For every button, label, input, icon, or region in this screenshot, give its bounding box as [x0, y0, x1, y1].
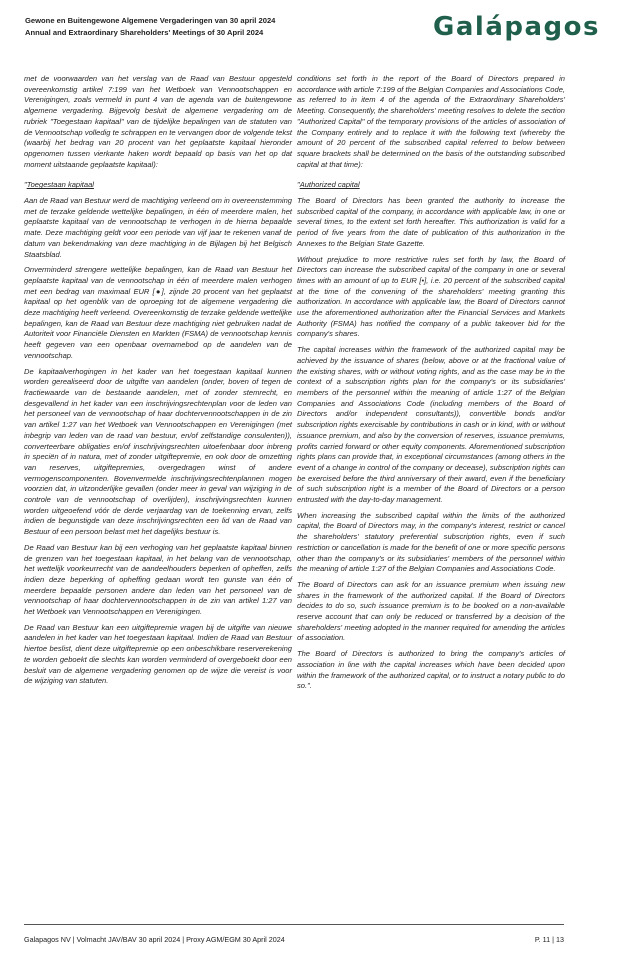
dutch-heading-text: Toegestaan kapitaal [26, 180, 94, 190]
page-header [25, 14, 605, 54]
header-titles [25, 15, 275, 38]
english-paragraph: The Board of Directors is authorized to bring the company's articles of association in line with the capital increases which have been decided upon within the framework of the authorized capital, or to instruct a notary public to do so.". [297, 649, 565, 691]
dutch-paragraph: met de voorwaarden van het verslag van de Raad van Bestuur opgesteld overeenkomstig artikel 7:199 van het Wetboek van Vennootschappen en Verenigingen, zoals vermeld in punt 4 van de agenda van de buitengewone algemene vergadering. Bijgevolg besluit de algemene vergadering om de rubriek "Toegestaan kapitaal" van de tijdelijke bepalingen van de statuten van de Vennootschap volledig te schrappen en te vervangen door de volgende tekst (waarbij het bedrag van 20 procent van het geplaatste kapitaal hieronder opgenomen tussen vierkante haken wordt bepaald op basis van het op dat moment uitstaande geplaatste kapitaal): [24, 74, 292, 169]
galapagos-logo: Galápagos [433, 12, 600, 42]
english-paragraph: The capital increases within the framework of the authorized capital may be achieved by the issuance of shares (below, above or at the fractional value of the existing shares, with or without voting rights, and as the case may be in the context of a subscription rights plan for the company's or its subsidiaries' members of the personnel within the meaning of article 1:27 of the Belgian Companies and Associations Code (including members of the Board of Directors and/or independent consultants)), convertible bonds and/or subscription rights exercisable by contributions in cash or in kind, with or without issuance premium, and also by the conversion of reserves, issuance premiums, profits carried forward or other equity components. Aforementioned subscription rights plans can provide that, in exceptional circumstances (among others in the event of a change in control of the company or decease), subscription rights can be exercised before the third anniversary of their award, even if the beneficiary of such subscription right is a member of the Board of Directors or a person entrusted with the day-to-day management. [297, 345, 565, 505]
english-paragraph: Without prejudice to more restrictive rules set forth by law, the Board of Directors can increase the subscribed capital of the company in one or several times with an amount of up to EUR [•], i.e. 20 percent of the subscribed capital at the time of the convening of the shareholders' meeting granting this authorization. In accordance with applicable law, the Board of Directors cannot use the aforementioned authorization after the Financial Services and Markets Authority (FSMA) has notified the company of a public takeover bid for the company's shares. [297, 254, 565, 339]
page-number: P. 11 | 13 [534, 935, 564, 944]
dutch-column [24, 74, 292, 692]
footer-document-info: Galapagos NV | Volmacht JAV/BAV 30 april 2024 | Proxy AGM/EGM 30 April 2024 [24, 935, 285, 944]
english-paragraph: The Board of Directors has been granted the authority to increase the subscribed capital of the company, in accordance with applicable law, in one or several times, to the extent set forth hereafter. This authorization is valid for a period of five years from the date of publication of this authorization in the Annexes to the Belgian State Gazette. [297, 196, 565, 248]
dutch-paragraph: De kapitaalverhogingen in het kader van het toegestaan kapitaal kunnen worden gerealiseerd door de uitgifte van aandelen (onder, boven of tegen de fractiewaarde van de bestaande aandelen, met of zonder stemrecht, en desgevallend in het kader van een inschrijvingsrechtenplan voor de leden van het personeel van de vennootschap of haar dochtervennootschappen in de zin van artikel 1:27 van het Wetboek van Vennootschappen en Verenigingen (met inbegrip van leden van de raad van bestuur, en/of zelfstandige consulenten)), converteerbare obligaties en/of inschrijvingsrechten uitoefenbaar door inbreng in speciën of in natura, met of zonder uitgiftepremie, en ook door de omzetting van reserves, uitgiftepremies, overgedragen winst of andere vermogenscomponenten. Bovenvermelde inschrijvingsrechtenplannen mogen voorzien dat, in uitzonderlijke gevallen (onder meer in geval van wijziging in de controle van de vennootschap of overlijden), inschrijvingsrechten kunnen worden uitgeoefend vóór de derde verjaardag van de toekenning ervan, zelfs indien de begunstigde van deze inschrijvingsrechten een lid van de Raad van Bestuur of een persoon belast met het dagelijks bestuur is. [24, 366, 292, 537]
header-title-dutch: Gewone en Buitengewone Algemene Vergaderingen van 30 april 2024 [25, 16, 276, 25]
dutch-paragraph: De Raad van Bestuur kan een uitgiftepremie vragen bij de uitgifte van nieuwe aandelen in het kader van het toegestaan kapitaal. Indien de Raad van Bestuur hiertoe beslist, dient deze uitgiftepremie op een onbeschikbare reserverekening te worden geboekt die slechts kan worden verminderd of overgeboekt door een besluit van de algemene vergadering genomen op de wijze die vereist is voor de wijziging van statuten. [24, 622, 292, 686]
english-paragraph: The Board of Directors can ask for an issuance premium when issuing new shares in the framework of the authorized capital. If the Board of Directors decides to do so, such issuance premium is to be booked on a non-available reserve account that can only be reduced or transferred by a decision of the shareholders' meeting adopted in the manner required for amending the articles of association. [297, 579, 565, 643]
english-column [297, 74, 565, 697]
english-heading-text: Authorized capital [299, 180, 360, 190]
english-paragraph: conditions set forth in the report of the Board of Directors prepared in accordance with article 7:199 of the Belgian Companies and Associations Code, as referred to in item 4 of the agenda of the Extraordinary Shareholders' Meeting. Consequently, the shareholders' meeting resolves to delete the section "Authorized Capital" of the temporary provisions of the articles of association of the Company entirely and to replace it with the following text (whereby the amount of 20 percent of the subscribed capital referred to below between square brackets shall be determined on the basis of the outstanding subscribed capital at that time): [297, 74, 565, 169]
dutch-paragraph: Onverminderd strengere wettelijke bepalingen, kan de Raad van Bestuur het geplaatste kapitaal van de vennootschap in één of meerdere malen verhogen met een bedrag van maximaal EUR [●], zijnde 20 procent van het geplaatst kapitaal op het ogenblik van de oproeping tot de algemene vergadering die deze machtiging heeft verleend. Overeenkomstig de terzake geldende wettelijke bepalingen, kan de Raad van Bestuur deze machtiging niet gebruiken nadat de Autoriteit voor Financiële Diensten en Markten (FSMA) de vennootschap kennis heeft gegeven van een openbaar overnamebod op de aandelen van de vennootschap. [24, 265, 292, 360]
dutch-section-heading: "Toegestaan kapitaal [24, 180, 94, 190]
dutch-paragraph: De Raad van Bestuur kan bij een verhoging van het geplaatste kapitaal binnen de grenzen van het toegestaan kapitaal, in het belang van de vennootschap, het wettelijk voorkeurrecht van de aandeelhouders beperken of opheffen, zelfs indien deze beperking of opheffing gedaan wordt ten gunste van één of meerdere bepaalde personen andere dan leden van het personeel van de vennootschap of haar dochtervennootschappen in de zin van artikel 1:27 van het Wetboek van Vennootschappen en Verenigingen. [24, 542, 292, 617]
english-section-heading: "Authorized capital [297, 180, 360, 190]
english-paragraph: When increasing the subscribed capital within the limits of the authorized capital, the Board of Directors may, in the company's interest, restrict or cancel the shareholders' statutory preferential subscription rights, even if such restriction or cancellation is made for the benefit of one or more specific persons other than the company's or its subsidiaries' members of the personnel within the meaning of article 1:27 of the Belgian Companies and Associations Code. [297, 510, 565, 574]
footer-divider [24, 924, 564, 925]
header-title-english: Annual and Extraordinary Shareholders' Meetings of 30 April 2024 [25, 27, 264, 37]
dutch-paragraph: Aan de Raad van Bestuur werd de machtiging verleend om in overeenstemming met de terzake geldende wettelijke bepalingen, in één of meerdere malen, het geplaatste kapitaal van de vennootschap te verhogen in de hierna bepaalde mate. Deze machtiging geldt voor een periode van vijf jaar te rekenen vanaf de datum van bekendmaking van deze machtiging in de Bijlagen bij het Belgisch Staatsblad. [24, 196, 292, 259]
